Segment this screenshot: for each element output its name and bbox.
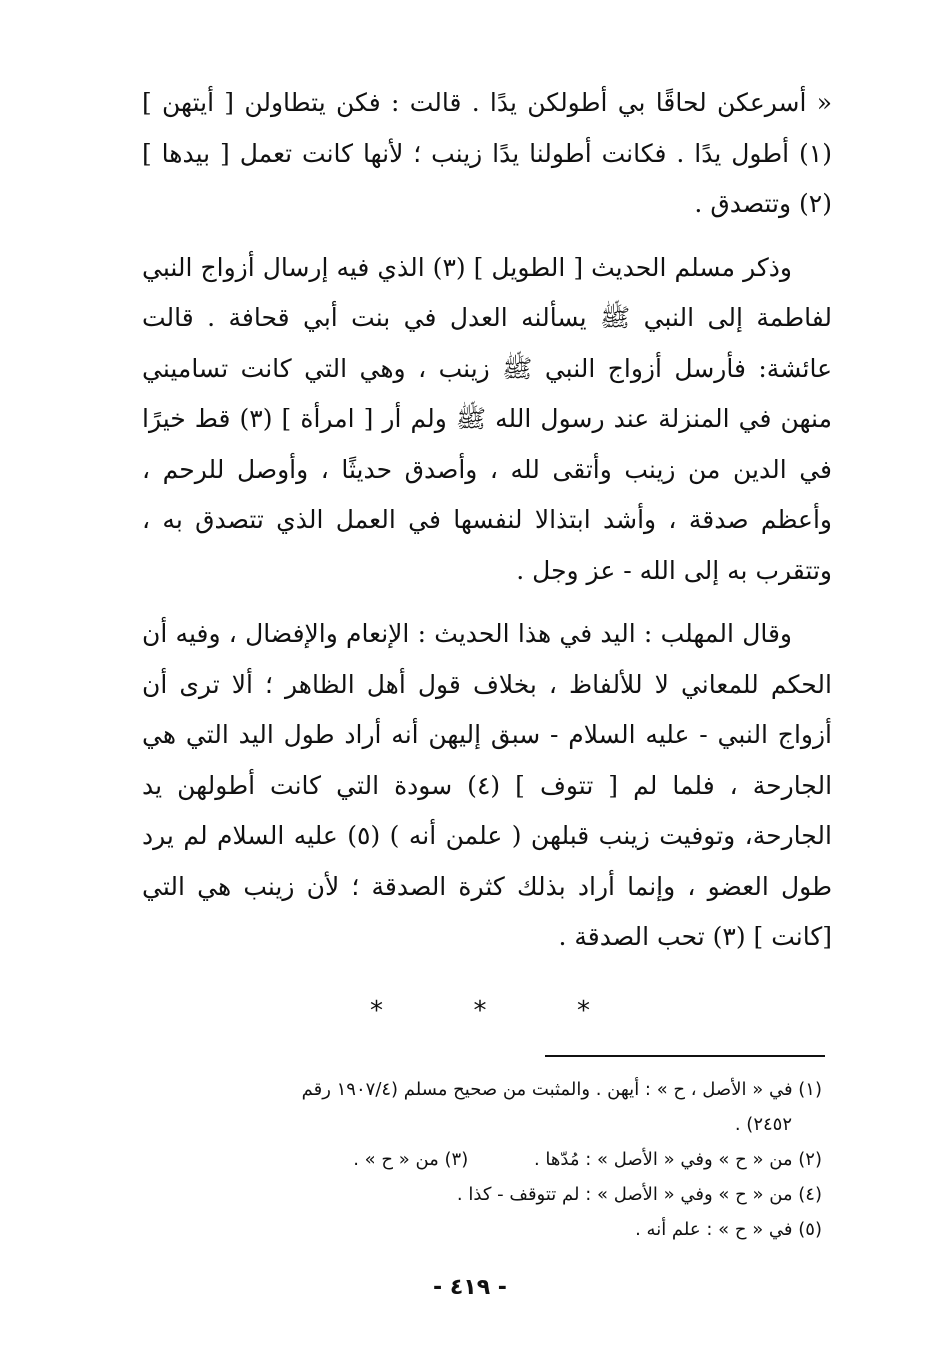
paragraph-1: « أسرعكن لحاقًا بي أطولكن يدًا . قالت : فكن يتطاولن [ أيتهن ](١) أطول يدًا . فكانت أطولنا يدًا زينب ؛ لأنها كانت تعمل [ بيدها ](٢) وتتصدق .: [142, 88, 832, 218]
separator-star: *: [473, 996, 487, 1026]
main-text: [142, 78, 832, 963]
paragraph-2: وذكر مسلم الحديث [ الطويل ] (٣) الذي فيه إرسال أزواج النبي لفاطمة إلى النبي ﷺ يسألنه العدل في بنت أبي قحافة . قالت عائشة: فأرسل أزواج النبي ﷺ زينب ، وهي التي كانت تساميني منهن في المنزلة عند رسول الله ﷺ ولم أر [ امرأة ] (٣) قط خيرًا في الدين من زينب وأتقى لله ، وأصدق حديثًا ، وأوصل للرحم ، وأعظم صدقة ، وأشد ابتذالا لنفسها في العمل الذي تتصدق به ، وتتقرب به إلى الله - عز وجل .: [142, 252, 832, 585]
page-number: - ٤١٩ -: [433, 1275, 507, 1300]
footnote-2: (٢) من « ح » وفي « الأصل » : مُدّها .: [533, 1149, 822, 1170]
separator-star: *: [577, 996, 590, 1026]
footnote-1-line-2: ٢٤٥٢) .: [734, 1114, 792, 1135]
paragraph-3: وقال المهلب : اليد في هذا الحديث : الإنعام والإفضال ، وفيه أن الحكم للمعاني لا للألفاظ ، بخلاف قول أهل الظاهر ؛ ألا ترى أن أزواج النبي - عليه السلام - سبق إليهن أنه أراد طول اليد التي هي الجارحة ، فلما لم [ تتوف ] (٤) سودة التي كانت أطولهن يد الجارحة، وتوفيت زينب قبلهن ( علمن أنه ) (٥) عليه السلام لم يرد طول العضو ، وإنما أراد بذلك كثرة الصدقة ؛ لأن زينب هي التي [كانت ] (٣) تحب الصدقة .: [142, 619, 833, 951]
footnote-rule: [545, 1055, 825, 1057]
section-separator: [370, 996, 590, 1026]
footnote-1: [140, 1072, 822, 1142]
footnote-3: (٣) من « ح » .: [353, 1149, 469, 1170]
footnote-2-3: [140, 1142, 822, 1177]
footnote-4: (٤) من « ح » وفي « الأصل » : لم تتوقف - كذا .: [456, 1184, 822, 1205]
footnotes: [140, 1072, 822, 1247]
footnote-5: (٥) في « ح » : علم أنه .: [635, 1219, 822, 1240]
separator-star: *: [370, 996, 383, 1026]
footnote-1-line-1: (١) في « الأصل ، ح » : أيهن . والمثبت من صحيح مسلم (١٩٠٧/٤ رقم: [301, 1079, 822, 1100]
